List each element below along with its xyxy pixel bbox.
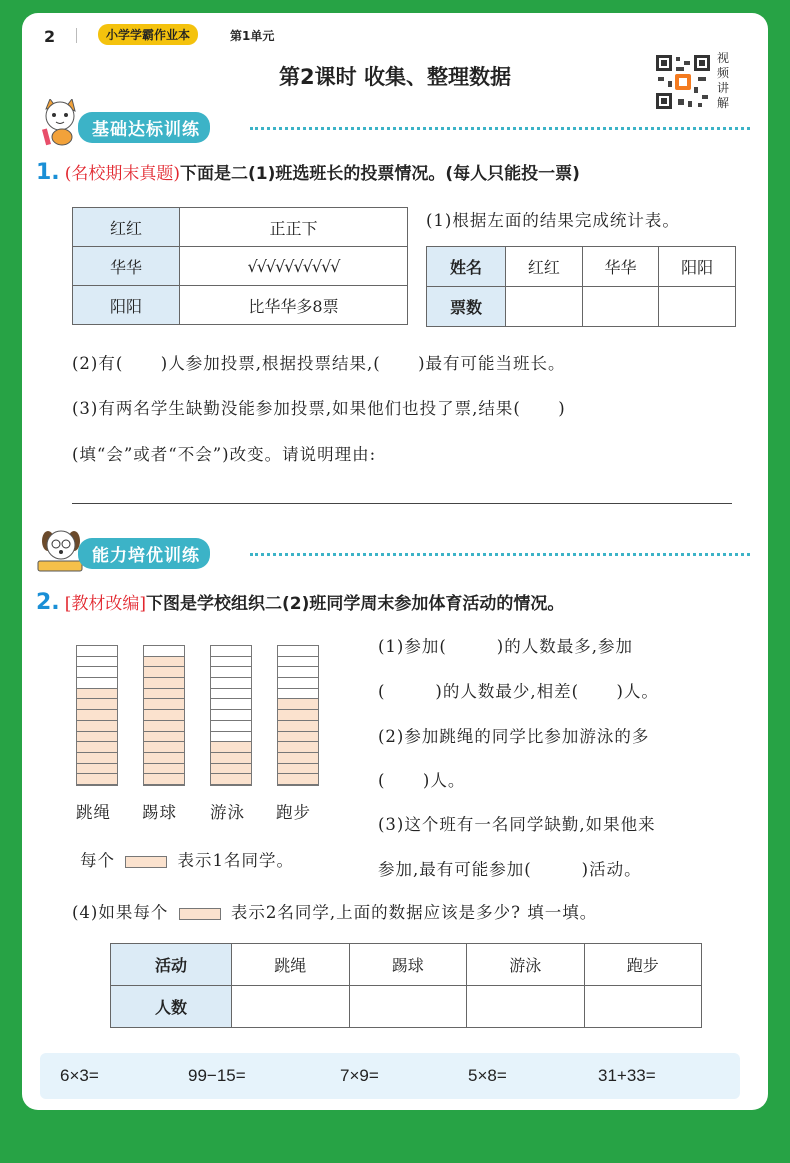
vote-row bbox=[73, 208, 408, 247]
chart-cell bbox=[278, 732, 318, 743]
chart-cell bbox=[278, 667, 318, 678]
answer-cell[interactable] bbox=[659, 287, 736, 327]
chart-cell bbox=[278, 742, 318, 753]
chart-cell bbox=[77, 710, 117, 721]
legend-prefix: 每个 bbox=[80, 851, 115, 870]
chart-cell bbox=[144, 774, 184, 785]
chart-cell bbox=[77, 774, 117, 785]
vote-value: √√√√√√√√√√ bbox=[180, 247, 408, 286]
answer-cell[interactable] bbox=[349, 986, 467, 1028]
chart-cell bbox=[77, 657, 117, 668]
calc-item: 31+33= bbox=[598, 1066, 656, 1085]
stat-count-row bbox=[427, 287, 736, 327]
unit-label: 第1单元 bbox=[230, 29, 275, 43]
q1-sub3a: (3)有两名学生缺勤没能参加投票,如果他们也投了票,结果( ) bbox=[72, 399, 566, 418]
lesson-title: 第2课时 收集、整理数据 bbox=[279, 65, 511, 89]
q1-sub3b: (填“会”或者“不会”)改变。请说明理由: bbox=[72, 445, 377, 464]
chart-cell bbox=[211, 710, 251, 721]
stat-header: 华华 bbox=[582, 247, 659, 287]
cat-mascot-icon bbox=[38, 99, 84, 147]
chart-cell bbox=[144, 753, 184, 764]
answer-cell[interactable] bbox=[232, 986, 350, 1028]
vote-name: 华华 bbox=[73, 247, 180, 286]
q2-number: 2. bbox=[36, 590, 60, 615]
stat-header: 红红 bbox=[506, 247, 583, 287]
activity-header: 跑步 bbox=[584, 944, 702, 986]
answer-cell[interactable] bbox=[584, 986, 702, 1028]
q1-heading bbox=[36, 159, 580, 185]
chart-category-label: 踢球 bbox=[142, 803, 177, 822]
chart-cell bbox=[77, 732, 117, 743]
chart-cell bbox=[144, 678, 184, 689]
chart-cell bbox=[211, 689, 251, 700]
chart-cell bbox=[144, 667, 184, 678]
chart-category-label: 跳绳 bbox=[76, 803, 111, 822]
answer-line[interactable] bbox=[72, 503, 732, 504]
vote-stat-table bbox=[426, 246, 736, 327]
section-advanced-divider bbox=[250, 553, 750, 556]
q2-sub1b: ( )的人数最少,相差( )人。 bbox=[378, 682, 659, 701]
chart-cell bbox=[211, 646, 251, 657]
activity-row-label: 人数 bbox=[111, 986, 232, 1028]
stat-header: 阳阳 bbox=[659, 247, 736, 287]
q2-sub2b: ( )人。 bbox=[378, 771, 466, 790]
chart-cell bbox=[278, 678, 318, 689]
chart-cell bbox=[211, 678, 251, 689]
video-explanation-label: 视频讲解 bbox=[716, 51, 729, 110]
chart-cell bbox=[278, 689, 318, 700]
chart-cell bbox=[211, 732, 251, 743]
stat-row-label: 票数 bbox=[427, 287, 506, 327]
chart-cell bbox=[77, 753, 117, 764]
calc-item: 5×8= bbox=[468, 1066, 507, 1085]
q2-sub4-prefix: (4)如果每个 bbox=[72, 903, 169, 922]
chart-cell bbox=[211, 721, 251, 732]
chart-cell bbox=[211, 667, 251, 678]
chart-cell bbox=[77, 646, 117, 657]
calc-item: 6×3= bbox=[60, 1066, 99, 1085]
chart-cell bbox=[211, 742, 251, 753]
q1-sub2: (2)有( )人参加投票,根据投票结果,( )最有可能当班长。 bbox=[72, 354, 566, 373]
chart-cell bbox=[144, 721, 184, 732]
chart-cell bbox=[278, 774, 318, 785]
calc-item: 99−15= bbox=[188, 1066, 246, 1085]
legend-swatch bbox=[125, 856, 167, 868]
chart-cell bbox=[77, 678, 117, 689]
chart-cell bbox=[77, 689, 117, 700]
chart-bar-跑步 bbox=[277, 645, 319, 786]
activity-header: 跳绳 bbox=[232, 944, 350, 986]
qr-code-icon[interactable] bbox=[654, 53, 712, 111]
vote-name: 红红 bbox=[73, 208, 180, 247]
vote-value: 比华华多8票 bbox=[180, 286, 408, 325]
chart-cell bbox=[77, 721, 117, 732]
chart-bar-踢球 bbox=[143, 645, 185, 786]
q1-number: 1. bbox=[36, 160, 60, 185]
stat-header: 姓名 bbox=[427, 247, 506, 287]
chart-cell bbox=[77, 699, 117, 710]
worksheet-page bbox=[22, 13, 768, 1110]
answer-cell[interactable] bbox=[467, 986, 585, 1028]
chart-cell bbox=[278, 753, 318, 764]
chart-bar-跳绳 bbox=[76, 645, 118, 786]
activity-header: 踢球 bbox=[349, 944, 467, 986]
chart-cell bbox=[278, 657, 318, 668]
activity-header: 游泳 bbox=[467, 944, 585, 986]
chart-cell bbox=[278, 721, 318, 732]
legend-swatch bbox=[179, 908, 221, 920]
chart-cell bbox=[211, 764, 251, 775]
q2-heading bbox=[36, 589, 564, 615]
chart-cell bbox=[278, 710, 318, 721]
chart-cell bbox=[211, 699, 251, 710]
q1-tag: (名校期末真题) bbox=[64, 164, 181, 184]
chart-cell bbox=[77, 667, 117, 678]
q2-text: 下图是学校组织二(2)班同学周末参加体育活动的情况。 bbox=[146, 594, 565, 614]
answer-cell[interactable] bbox=[506, 287, 583, 327]
activity-count-table bbox=[110, 943, 702, 1028]
stat-header-row bbox=[427, 247, 736, 287]
q1-sub1: (1)根据左面的结果完成统计表。 bbox=[426, 211, 680, 230]
q2-sub4-suffix: 表示2名同学,上面的数据应该是多少? 填一填。 bbox=[230, 903, 598, 922]
vote-value: 正正下 bbox=[180, 208, 408, 247]
activity-header-row bbox=[111, 944, 702, 986]
chart-cell bbox=[77, 742, 117, 753]
calc-item: 7×9= bbox=[340, 1066, 379, 1085]
q1-text: 下面是二(1)班选班长的投票情况。(每人只能投一票) bbox=[180, 164, 580, 184]
vote-row bbox=[73, 286, 408, 325]
q2-sub4 bbox=[72, 899, 597, 923]
chart-cell bbox=[278, 764, 318, 775]
chart-cell bbox=[144, 699, 184, 710]
vote-table bbox=[72, 207, 408, 325]
chart-cell bbox=[278, 646, 318, 657]
section-basic-label: 基础达标训练 bbox=[78, 112, 210, 143]
chart-cell bbox=[144, 764, 184, 775]
activity-header: 活动 bbox=[111, 944, 232, 986]
chart-cell bbox=[144, 657, 184, 668]
chart-cell bbox=[144, 742, 184, 753]
vote-row bbox=[73, 247, 408, 286]
header-divider bbox=[76, 28, 77, 43]
section-basic-divider bbox=[250, 127, 750, 130]
chart-cell bbox=[144, 732, 184, 743]
chart-cell bbox=[211, 657, 251, 668]
chart-bar-游泳 bbox=[210, 645, 252, 786]
q2-tag: [教材改编] bbox=[64, 594, 147, 614]
activity-count-row bbox=[111, 986, 702, 1028]
page-number: 2 bbox=[44, 27, 56, 46]
chart-cell bbox=[211, 774, 251, 785]
chart-category-label: 跑步 bbox=[276, 803, 311, 822]
book-name-badge: 小学学霸作业本 bbox=[98, 24, 198, 45]
chart-cell bbox=[144, 646, 184, 657]
legend-suffix: 表示1名同学。 bbox=[177, 851, 294, 870]
q2-sub3b: 参加,最有可能参加( )活动。 bbox=[378, 860, 642, 879]
chart-cell bbox=[211, 753, 251, 764]
chart-category-label: 游泳 bbox=[210, 803, 245, 822]
answer-cell[interactable] bbox=[582, 287, 659, 327]
q2-sub2a: (2)参加跳绳的同学比参加游泳的多 bbox=[378, 727, 650, 746]
chart-cell bbox=[144, 689, 184, 700]
q2-sub1a: (1)参加( )的人数最多,参加 bbox=[378, 637, 633, 656]
chart-cell bbox=[144, 710, 184, 721]
q2-sub3a: (3)这个班有一名同学缺勤,如果他来 bbox=[378, 815, 656, 834]
chart-legend bbox=[80, 847, 294, 871]
section-advanced-label: 能力培优训练 bbox=[78, 538, 210, 569]
vote-name: 阳阳 bbox=[73, 286, 180, 325]
chart-cell bbox=[278, 699, 318, 710]
chart-cell bbox=[77, 764, 117, 775]
